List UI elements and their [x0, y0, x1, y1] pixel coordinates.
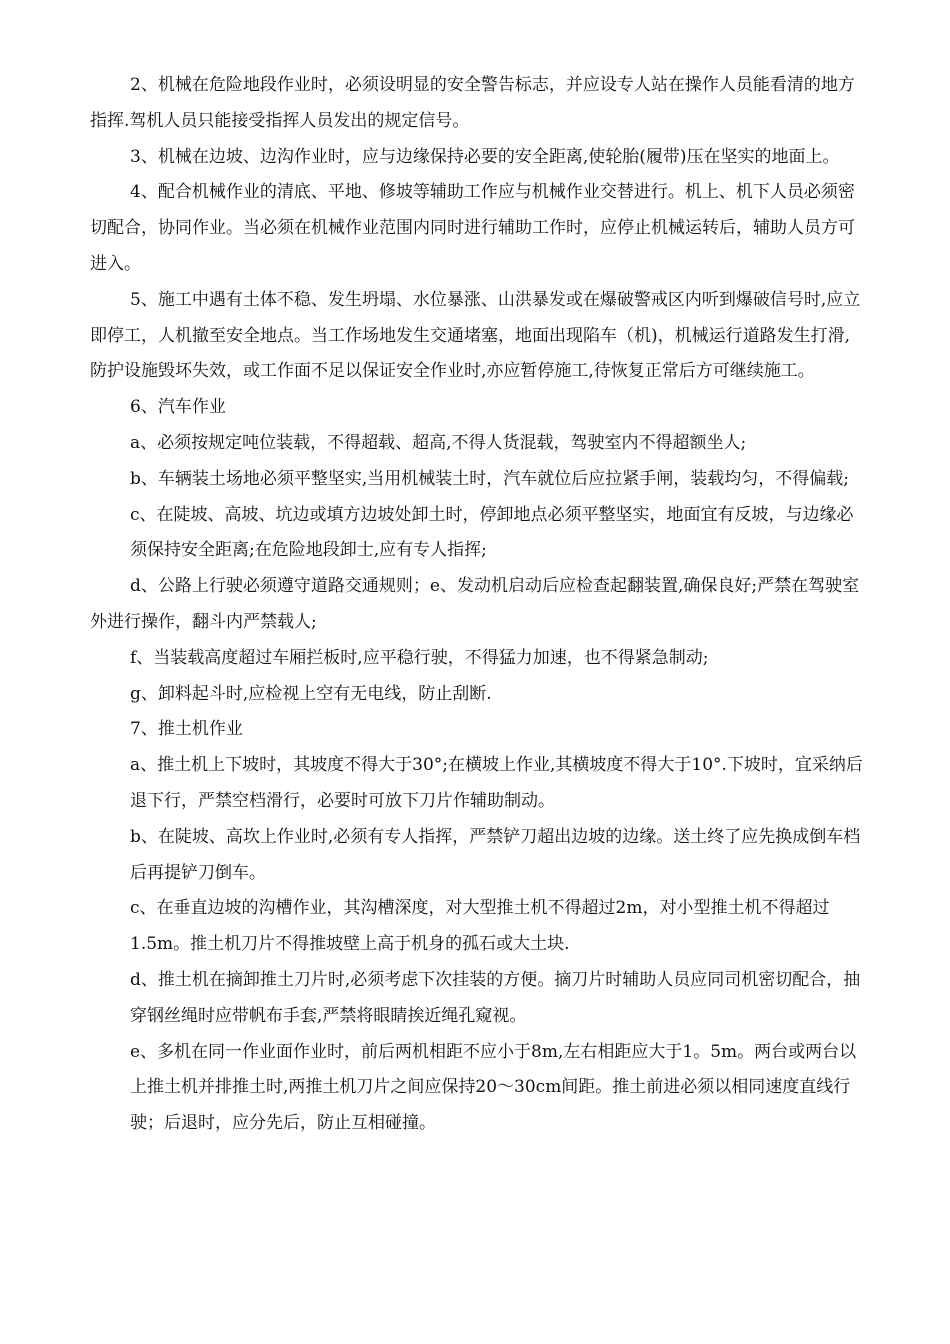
section-heading-bulldozer: 7、推土机作业: [130, 719, 243, 740]
truck-item-a: a、必须按规定吨位装载，不得超载、超高,不得人货混载，驾驶室内不得超额坐人;: [130, 432, 747, 453]
bulldozer-item-e: e、多机在同一作业面作业时，前后两机相距不应小于8m,左右相距应大于1。5m。两台或两台以上推土机并排推土时,两推土机刀片之间应保持20～30cm间距。推土前进必须以相同速度直线行驶；后退时，应分先后，防止互相碰撞。: [130, 1041, 857, 1134]
bulldozer-item-d: d、推土机在摘卸推土刀片时,必须考虑下次挂装的方便。摘刀片时辅助人员应同司机密切配合，抽穿钢丝绳时应带帆布手套,严禁将眼睛挨近绳孔窥视。: [130, 969, 861, 1026]
truck-item-c: c、在陡坡、高坡、坑边或填方边坡处卸土时，停卸地点必须平整坚实，地面宜有反坡，与边缘必须保持安全距离;在危险地段卸士,应有专人指挥;: [130, 504, 854, 561]
bulldozer-item-b: b、在陡坡、高坎上作业时,必须有专人指挥，严禁铲刀超出边坡的边缘。送土终了应先换成倒车档后再提铲刀倒车。: [130, 826, 861, 883]
truck-item-b: b、车辆装土场地必须平整坚实,当用机械装土时，汽车就位后应拉紧手闸，装载均匀，不得偏载;: [130, 468, 850, 489]
paragraph-item-4: 4、配合机械作业的清底、平地、修坡等辅助工作应与机械作业交替进行。机上、机下人员必须密切配合，协同作业。当必须在机械作业范围内同时进行辅助工作时，应停止机械运转后，辅助人员方可进入。: [90, 182, 855, 274]
section-heading-truck: 6、汽车作业: [130, 397, 226, 418]
paragraph-item-2: 2、机械在危险地段作业时，必须设明显的安全警告标志，并应设专人站在操作人员能看清的地方指挥.驾机人员只能接受指挥人员发出的规定信号。: [90, 75, 855, 131]
bulldozer-item-c: c、在垂直边坡的沟槽作业，其沟槽深度，对大型推土机不得超过2m，对小型推土机不得超过1.5m。推土机刀片不得推坡壁上高于机身的孤石或大土块.: [130, 898, 830, 955]
truck-item-d-e: d、公路上行驶必须遵守道路交通规则；e、发动机启动后应检查起翻装置,确保良好;严禁在驾驶室外进行操作，翻斗内严禁载人;: [90, 576, 860, 632]
paragraph-item-3: 3、机械在边坡、边沟作业时，应与边缘保持必要的安全距离,使轮胎(履带)压在坚实的地面上。: [130, 146, 840, 167]
truck-item-f: f、当装载高度超过车厢拦板时,应平稳行驶，不得猛力加速，也不得紧急制动;: [130, 647, 709, 668]
bulldozer-item-a: a、推土机上下坡时，其坡度不得大于30°;在横坡上作业,其横坡度不得大于10°.下坡时，宜采纳后退下行，严禁空档滑行，必要时可放下刀片作辅助制动。: [130, 755, 863, 811]
paragraph-item-5: 5、施工中遇有土体不稳、发生坍塌、水位暴涨、山洪暴发或在爆破警戒区内听到爆破信号时,应立即停工，人机撤至安全地点。当工作场地发生交通堵塞，地面出现陷车（机)，机械运行道路发生打滑,防护设施毁坏失效，或工作面不足以保证安全作业时,亦应暂停施工,待恢复正常后方可继续施工。: [90, 289, 861, 382]
truck-item-g: g、卸料起斗时,应检视上空有无电线，防止刮断.: [130, 683, 492, 704]
